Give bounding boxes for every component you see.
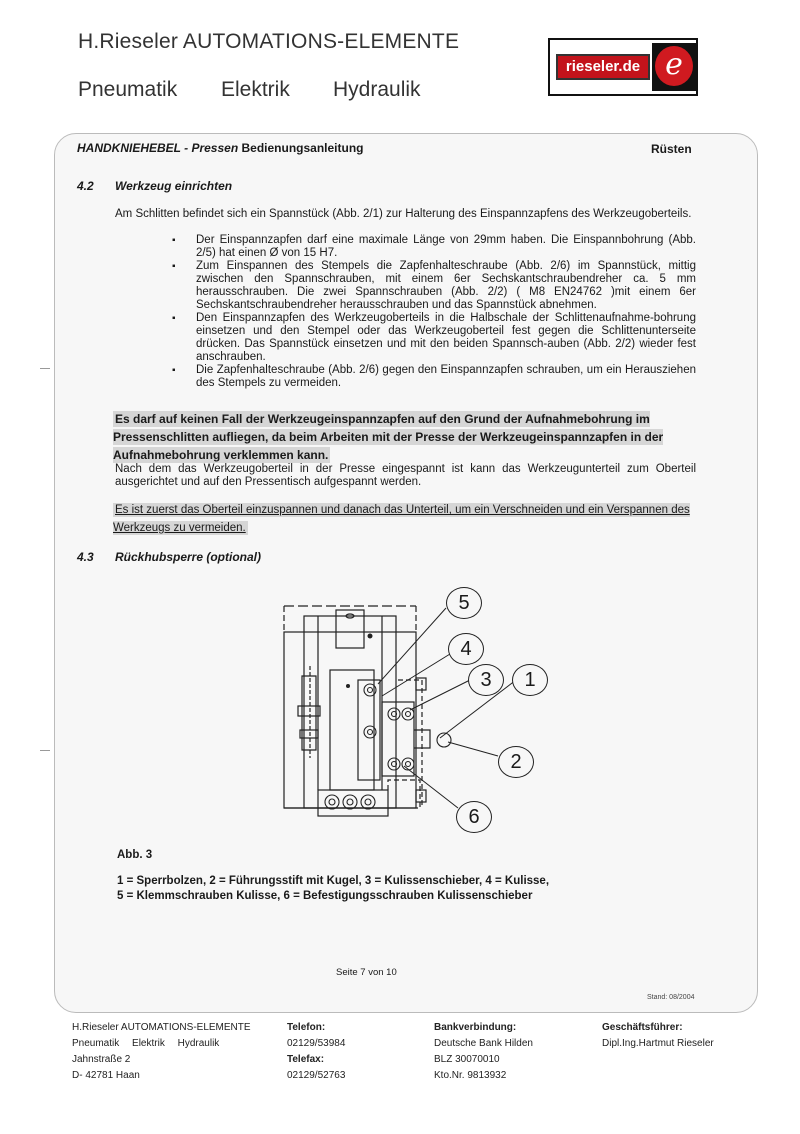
md-label: Geschäftsführer: (602, 1022, 683, 1033)
note-text: Es ist zuerst das Oberteil einzuspannen und danach das Unterteil, um ein Verschneiden und ein Verspannen des Werkzeugs zu vermeiden. (113, 504, 690, 534)
footer-nav-item: Pneumatik (72, 1038, 120, 1049)
phone-number: 02129/53984 (287, 1038, 346, 1049)
phone-label: Telefon: (287, 1022, 326, 1033)
warning-box (113, 410, 697, 464)
paragraph: Nach dem das Werkzeugoberteil in der Presse eingespannt ist kann das Werkzeugunterteil zum Oberteil ausgerichtet und auf den Pressentisch aufgespannt werden. (115, 463, 696, 488)
nav-pneumatik: Pneumatik (78, 78, 178, 101)
logo-text: rieseler.de (556, 54, 650, 80)
doc-title (77, 141, 364, 155)
footer-city: D- 42781 Haan (72, 1070, 140, 1081)
callout-6: 6 (456, 801, 492, 833)
section-title: Rückhubsperre (optional) (115, 550, 262, 564)
list-item: ▪ Zum Einspannen des Stempels die Zapfenhalteschraube (Abb. 2/6) im Spannstück, mittig zwischen den Spannschrauben, mit einem 6er Sechskantschraubendreher ca. 5 mm herausschrauben. Die zwei Spannschrauben (Abb. 2/2) ( M8 EN24762 )mit einem 6er Sechskantschraubendreher herausschrauben und das Spannstück abnehmen. (172, 260, 696, 312)
callout-5: 5 (446, 587, 482, 619)
fax-number: 02129/52763 (287, 1070, 346, 1081)
bank-account: Kto.Nr. 9813932 (434, 1070, 507, 1081)
legend-line: 1 = Sperrbolzen, 2 = Führungsstift mit Kugel, 3 = Kulissenschieber, 4 = Kulisse, (117, 875, 550, 887)
technical-drawing (270, 580, 560, 840)
footer-nav-item: Hydraulik (177, 1038, 220, 1049)
revision-date: Stand: 08/2004 (647, 994, 695, 1001)
figure-legend (117, 874, 549, 904)
page-number: Seite 7 von 10 (336, 967, 397, 978)
list-item: ▪ Den Einspannzapfen des Werkzeugoberteils in die Halbschale der Schlittenaufnahme-bohrung einsetzen und den Stempel oder das Werkzeugoberteil fest gegen die Schlittenunterseite drücken. Das Spannstück einsetzen und mit den beiden Spannsch-auben (Abb. 2/2) wieder fest anschrauben. (172, 312, 696, 364)
footer-company: H.Rieseler AUTOMATIONS-ELEMENTE (72, 1022, 251, 1033)
intro-paragraph: Am Schlitten befindet sich ein Spannstück (Abb. 2/1) zur Halterung des Einspannzapfens des Werkzeugoberteils. (115, 208, 692, 220)
callout-1: 1 (512, 664, 548, 696)
footer-nav (72, 1036, 251, 1052)
logo-emblem (652, 43, 696, 91)
logo-letter: e (655, 46, 693, 86)
section-number: 4.3 (77, 550, 94, 564)
callout-4: 4 (448, 633, 484, 665)
footer-address (72, 1020, 251, 1084)
section-title: Werkzeug einrichten (115, 179, 233, 193)
md-name: Dipl.Ing.Hartmut Rieseler (602, 1038, 714, 1049)
nav-elektrik: Elektrik (221, 78, 290, 101)
figure-caption: Abb. 3 (117, 849, 153, 861)
callout-2: 2 (498, 746, 534, 778)
bank-name: Deutsche Bank Hilden (434, 1038, 533, 1049)
section-number: 4.2 (77, 179, 94, 193)
fax-label: Telefax: (287, 1054, 325, 1065)
footer-street: Jahnstraße 2 (72, 1054, 131, 1065)
warning-text: Es darf auf keinen Fall der Werkzeugeinspannzapfen auf den Grund der Aufnahmebohrung im Pressenschlitten aufliegen, da beim Arbeiten mit der Presse der Werkzeugeinspannzapfen in der Aufnahmebohrung verklemmen kann. (113, 412, 664, 462)
company-logo (548, 38, 698, 96)
list-item: ▪ Der Einspannzapfen darf eine maximale Länge von 29mm haben. Die Einspannbohrung (Abb. 2/5) hat einen Ø von 15 H7. (172, 234, 696, 260)
bank-blz: BLZ 30070010 (434, 1054, 500, 1065)
note-box (113, 500, 699, 536)
doc-title-italic: HANDKNIEHEBEL - Pressen (77, 141, 239, 155)
callout-3: 3 (468, 664, 504, 696)
footer-contact (287, 1020, 345, 1084)
doc-section-label: Rüsten (651, 142, 692, 156)
footer-nav-item: Elektrik (132, 1038, 165, 1049)
instruction-list (172, 234, 696, 390)
legend-line: 5 = Klemmschrauben Kulisse, 6 = Befestigungsschrauben Kulissenschieber (117, 890, 533, 902)
bank-label: Bankverbindung: (434, 1022, 517, 1033)
company-name: H.Rieseler AUTOMATIONS-ELEMENTE (78, 30, 460, 53)
list-item: ▪ Die Zapfenhalteschraube (Abb. 2/6) gegen den Einspannzapfen schrauben, um ein Herausziehen des Stempels zu vermeiden. (172, 364, 696, 390)
nav-hydraulik: Hydraulik (333, 78, 421, 101)
footer-management (602, 1020, 714, 1052)
margin-mark (40, 750, 50, 751)
margin-mark (40, 368, 50, 369)
footer-bank (434, 1020, 533, 1084)
doc-title-rest: Bedienungsanleitung (241, 141, 364, 155)
